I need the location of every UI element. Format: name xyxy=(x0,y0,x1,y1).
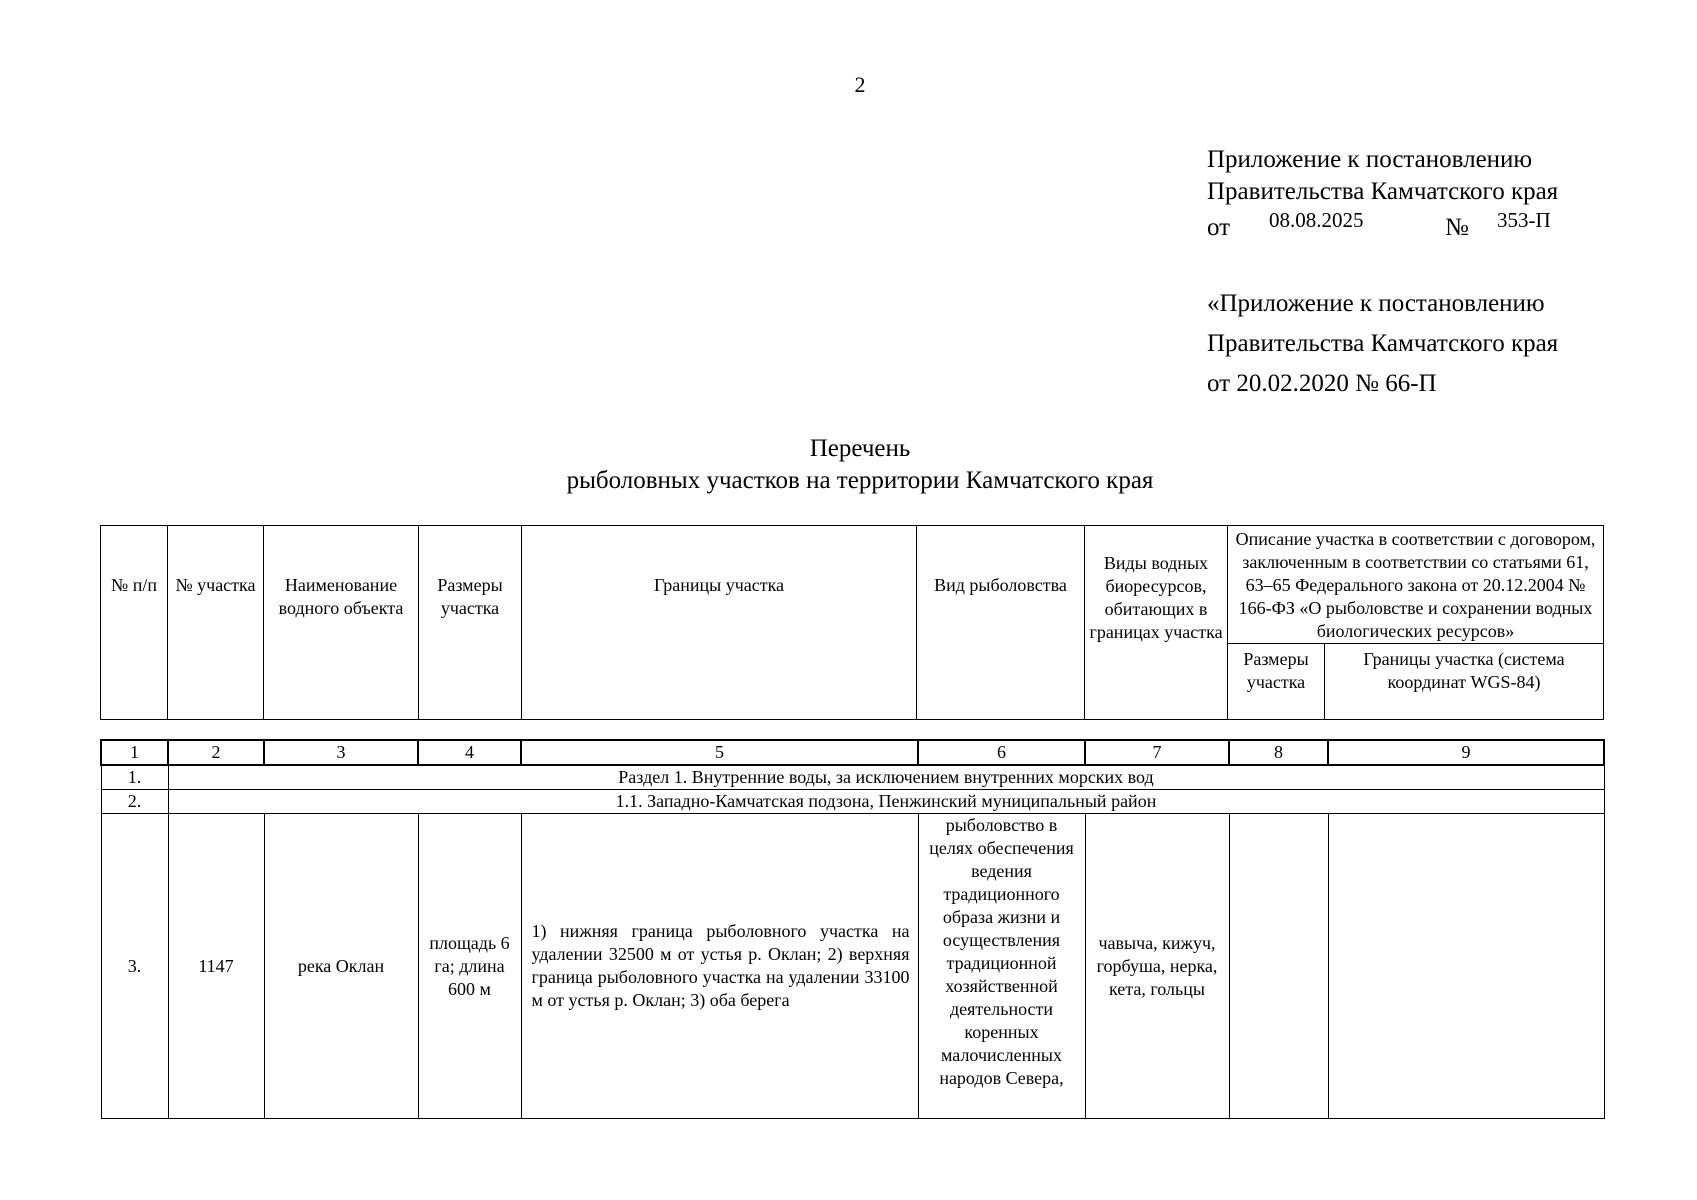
appendix-line-1: Приложение к постановлению xyxy=(1207,146,1533,173)
column-index: 6 xyxy=(918,740,1085,765)
number-sign: № xyxy=(1445,214,1469,241)
row-number: 1. xyxy=(101,765,168,790)
plot-number: 1147 xyxy=(168,814,264,1119)
column-index: 3 xyxy=(264,740,418,765)
header-plot-bounds: Границы участка xyxy=(522,526,917,720)
row-number: 2. xyxy=(101,790,168,814)
ot-label: от xyxy=(1207,214,1231,241)
plot-bounds: 1) нижняя граница рыболовного участка на удалении 32500 м от устья р. Оклан; 2) верхняя граница рыболовного участка на удалении 33100 м от устья р. Оклан; 3) оба берега xyxy=(521,814,918,1119)
table-body xyxy=(100,739,1605,1119)
column-index: 1 xyxy=(101,740,168,765)
header-plot-number: № участка xyxy=(168,526,264,720)
appendix-current xyxy=(1207,144,1558,242)
species: чавыча, кижуч, горбуша, нерка, кета, гольцы xyxy=(1085,814,1229,1119)
decree-date: 08.08.2025 xyxy=(1269,208,1364,232)
title-line-1: Перечень xyxy=(809,435,911,462)
header-contract-description: Описание участка в соответствии с договором, заключенным в соответствии со статьями 61, 63–65 Федерального закона от 20.12.2004 № 166-ФЗ «О рыболовстве и сохранении водных биологических ресурсов» xyxy=(1228,526,1604,644)
original-appendix-line-2: Правительства Камчатского края xyxy=(1207,330,1559,357)
section-heading: Раздел 1. Внутренние воды, за исключением внутренних морских вод xyxy=(168,765,1604,790)
contract-size xyxy=(1229,814,1328,1119)
fishing-type: рыболовство в целях обеспечения ведения традиционного образа жизни и осуществления традиционной хозяйственной деятельности коренных малочисленных народов Севера, xyxy=(918,814,1085,1119)
title-line-2: рыболовных участков на территории Камчатского края xyxy=(566,467,1154,494)
header-contract-bounds: Границы участка (система координат WGS-84) xyxy=(1325,644,1604,720)
table-row xyxy=(101,765,1604,790)
contract-bounds xyxy=(1328,814,1604,1119)
table-row xyxy=(101,790,1604,814)
row-number: 3. xyxy=(101,814,168,1119)
column-index: 5 xyxy=(521,740,918,765)
appendix-line-2: Правительства Камчатского края xyxy=(1207,178,1559,205)
column-index: 9 xyxy=(1328,740,1604,765)
column-index: 7 xyxy=(1085,740,1229,765)
appendix-date-line xyxy=(1207,208,1558,242)
column-index: 2 xyxy=(168,740,264,765)
header-row-number: № п/п xyxy=(101,526,168,720)
plot-size: площадь 6 га; длина 600 м xyxy=(418,814,521,1119)
header-fishing-type: Вид рыболовства xyxy=(917,526,1085,720)
decree-number: 353-П xyxy=(1497,208,1551,232)
page-number: 2 xyxy=(854,72,866,97)
column-index: 4 xyxy=(418,740,521,765)
header-plot-size: Размеры участка xyxy=(419,526,522,720)
subsection-heading: 1.1. Западно-Камчатская подзона, Пенжинский муниципальный район xyxy=(168,790,1604,814)
column-index-row xyxy=(101,740,1604,765)
appendix-original xyxy=(1207,284,1558,404)
header-species: Виды водных биоресурсов, обитающих в границах участка xyxy=(1085,526,1228,720)
water-body: река Оклан xyxy=(264,814,418,1119)
document-title xyxy=(0,433,1697,497)
header-water-body: Наименование водного объекта xyxy=(264,526,419,720)
header-contract-size: Размеры участка xyxy=(1228,644,1325,720)
column-index: 8 xyxy=(1229,740,1328,765)
original-appendix-line-1: «Приложение к постановлению xyxy=(1207,290,1545,317)
original-appendix-line-3: от 20.02.2020 № 66-П xyxy=(1207,370,1437,397)
table-row xyxy=(101,814,1604,1119)
table-header xyxy=(100,525,1604,720)
